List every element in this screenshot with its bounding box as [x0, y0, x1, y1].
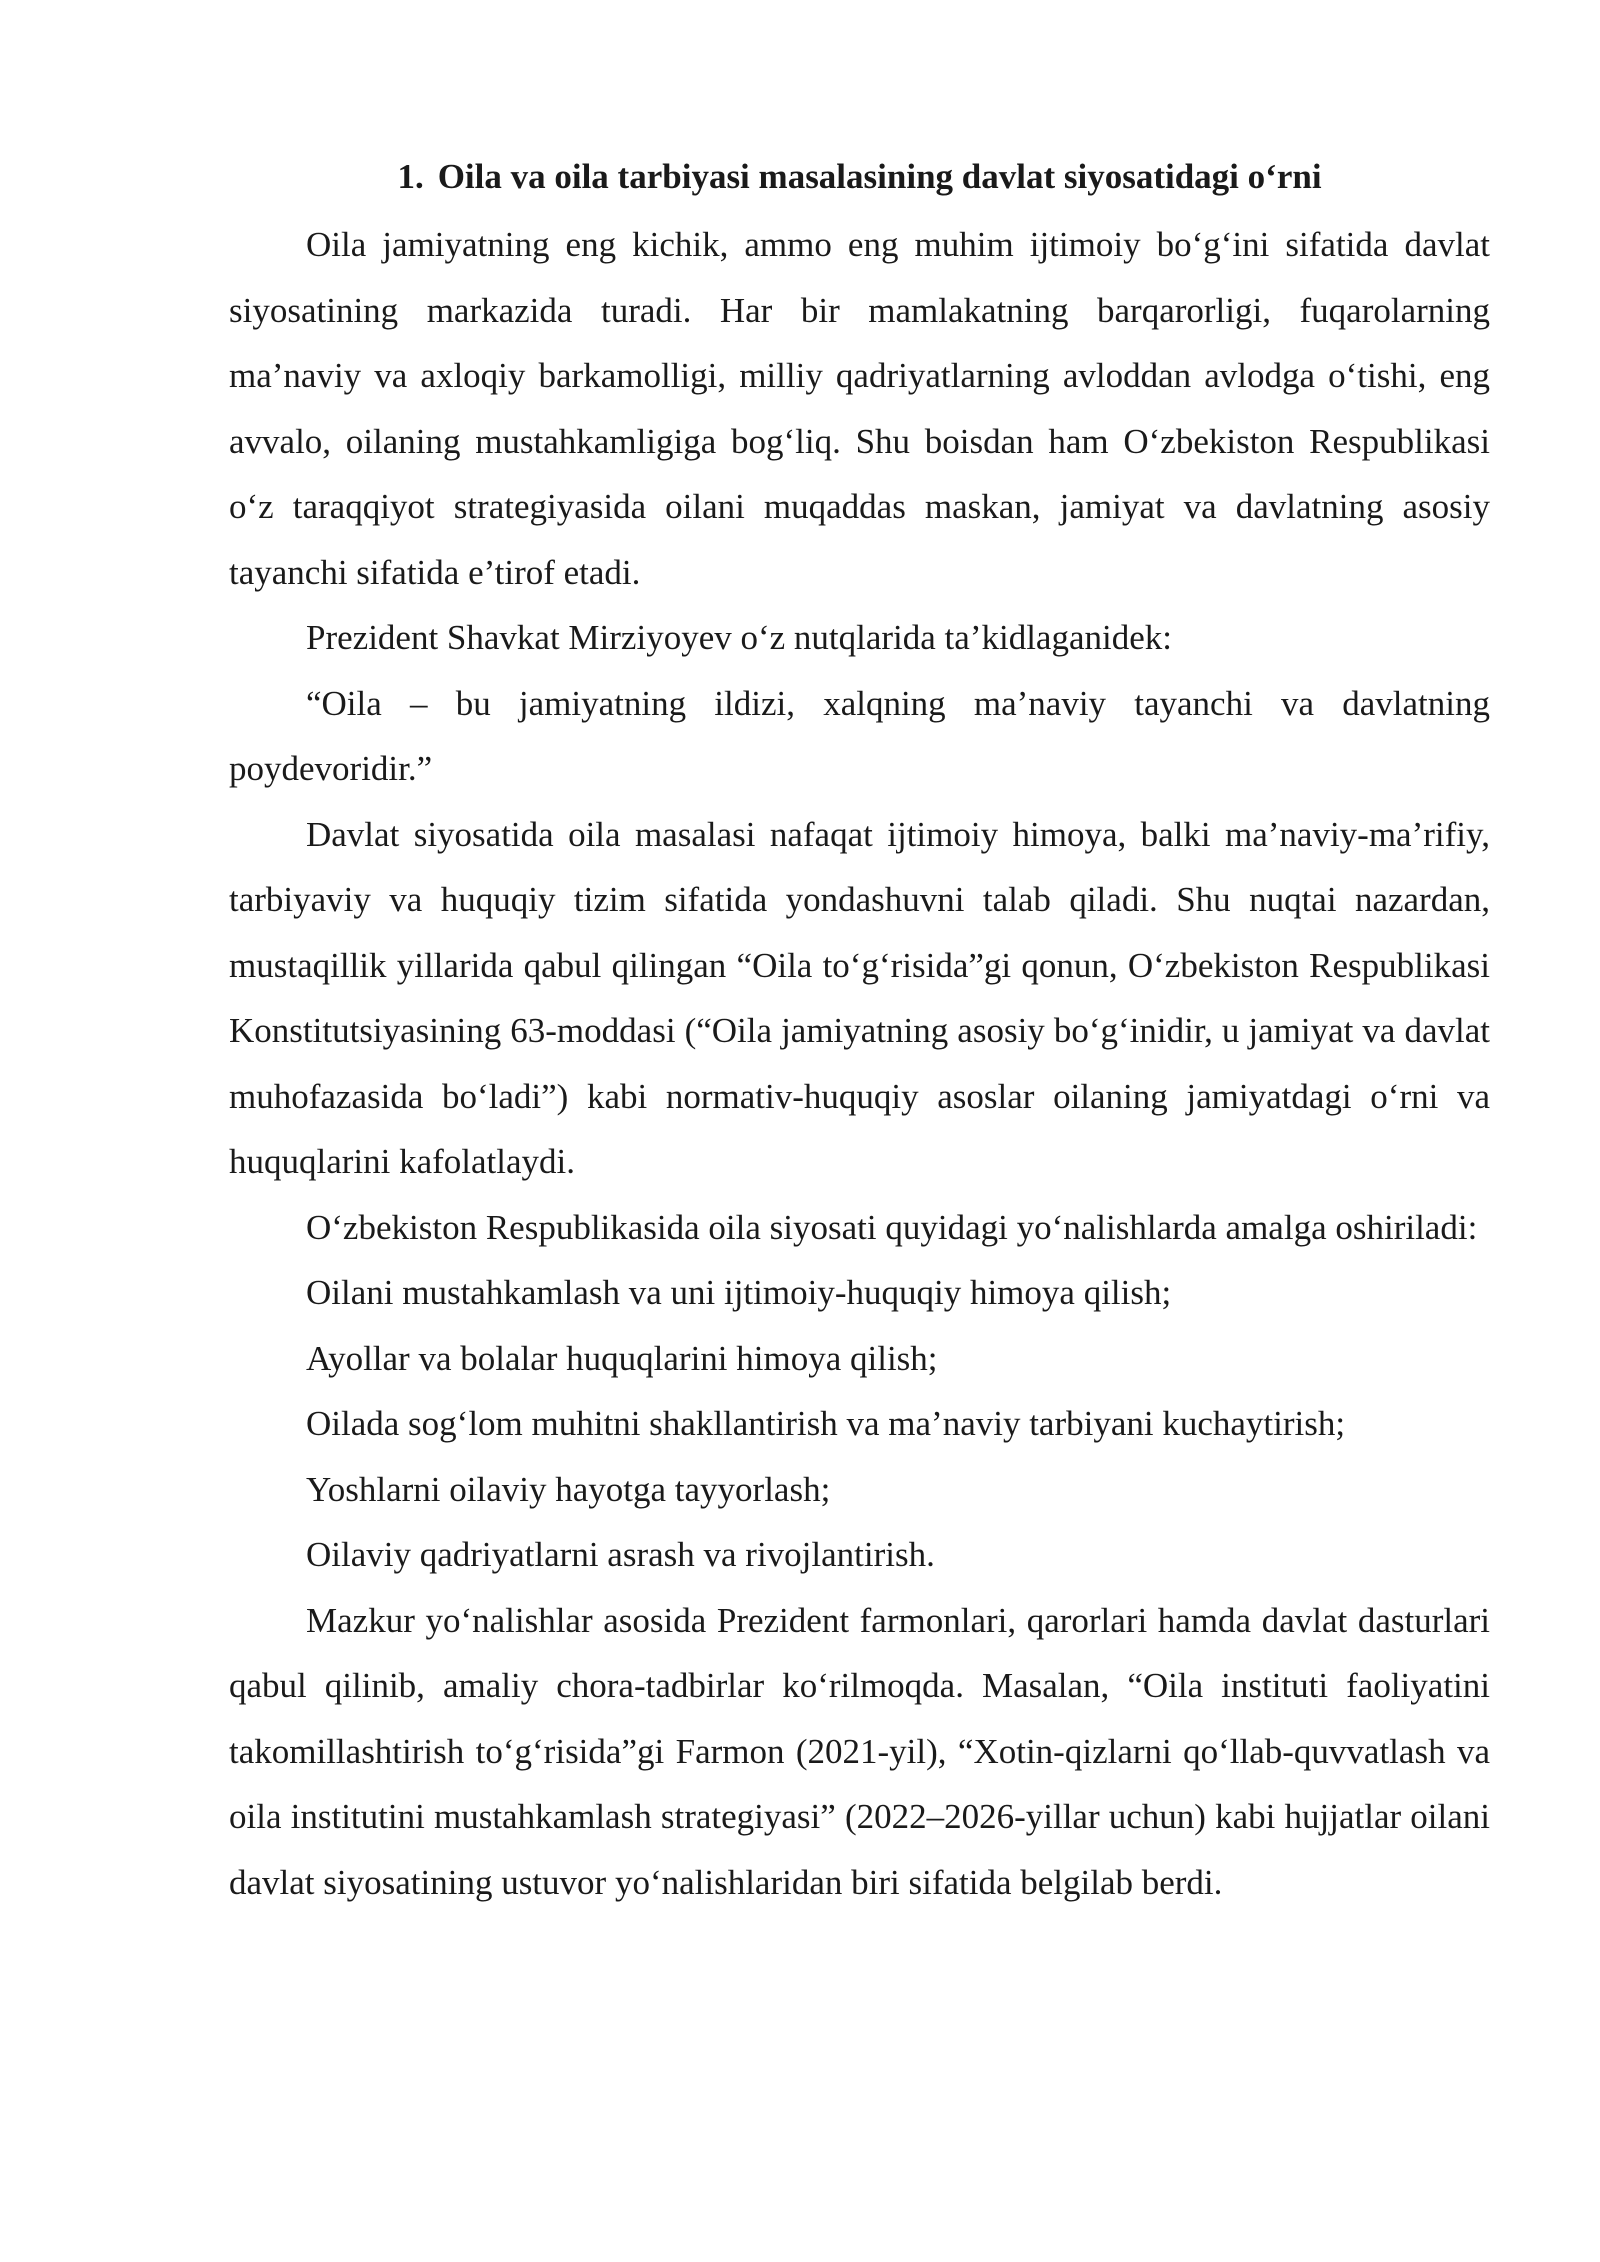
quote-paragraph: “Oila – bu jamiyatning ildizi, xalqning ma’naviy tayanchi va davlatning poydevoridir.” [229, 683, 1490, 788]
section-heading [229, 148, 1490, 206]
direction-item: Oilada sog‘lom muhitni shakllantirish va ma’naviy tarbiyani kuchaytirish; [306, 1404, 1346, 1443]
section-title: Oila va oila tarbiyasi masalasining davlat siyosatidagi o‘rni [437, 157, 1322, 196]
directions-intro-paragraph: O‘zbekiston Respublikasida oila siyosati quyidagi yo‘nalishlarda amalga oshiriladi: [306, 1207, 1478, 1247]
direction-item: Ayollar va bolalar huquqlarini himoya qilish; [306, 1338, 938, 1378]
direction-item: Yoshlarni oilaviy hayotga tayyorlash; [306, 1469, 831, 1509]
policy-paragraph: Davlat siyosatida oila masalasi nafaqat ijtimoiy himoya, balki ma’naviy-ma’rifiy, tarbiyaviy va huquqiy tizim sifatida yondashuvni talab qiladi. Shu nuqtai nazardan, mustaqillik yillarida qabul qilingan “Oila to‘g‘risida”gi qonun, O‘zbekiston Respublikasi Konstitutsiyasining 63-moddasi (“Oila jamiyatning asosiy bo‘g‘inidir, u jamiyat va davlat muhofazasida bo‘ladi”) kabi normativ-huquqiy asoslar oilaning jamiyatdagi o‘rni va huquqlarini kafolatlaydi. [229, 814, 1490, 1181]
direction-item: Oilaviy qadriyatlarni asrash va rivojlantirish. [306, 1535, 935, 1574]
direction-item: Oilani mustahkamlash va uni ijtimoiy-huquqiy himoya qilish; [306, 1273, 1172, 1312]
conclusion-paragraph: Mazkur yo‘nalishlar asosida Prezident farmonlari, qarorlari hamda davlat dasturlari qabul qilinib, amaliy chora-tadbirlar ko‘rilmoqda. Masalan, “Oila instituti faoliyatini takomillashtirish to‘g‘risida”gi Farmon (2021-yil), “Xotin-qizlarni qo‘llab-quvvatlash va oila institutini mustahkamlash strategiyasi” (2022–2026-yillar uchun) kabi hujjatlar oilani davlat siyosatining ustuvor yo‘nalishlaridan biri sifatida belgilab berdi. [229, 1600, 1490, 1902]
document-page [229, 148, 1490, 1915]
quote-lead-paragraph: Prezident Shavkat Mirziyoyev o‘z nutqlarida ta’kidlaganidek: [306, 618, 1172, 657]
intro-paragraph: Oila jamiyatning eng kichik, ammo eng muhim ijtimoiy bo‘g‘ini sifatida davlat siyosatining markazida turadi. Har bir mamlakatning barqarorligi, fuqarolarning ma’naviy va axloqiy barkamolligi, milliy qadriyatlarning avloddan avlodga o‘tishi, eng avvalo, oilaning mustahkamligiga bog‘liq. Shu boisdan ham O‘zbekiston Respublikasi o‘z taraqqiyot strategiyasida oilani muqaddas maskan, jamiyat va davlatning asosiy tayanchi sifatida e’tirof etadi. [229, 225, 1490, 592]
section-number: 1. [397, 157, 424, 196]
